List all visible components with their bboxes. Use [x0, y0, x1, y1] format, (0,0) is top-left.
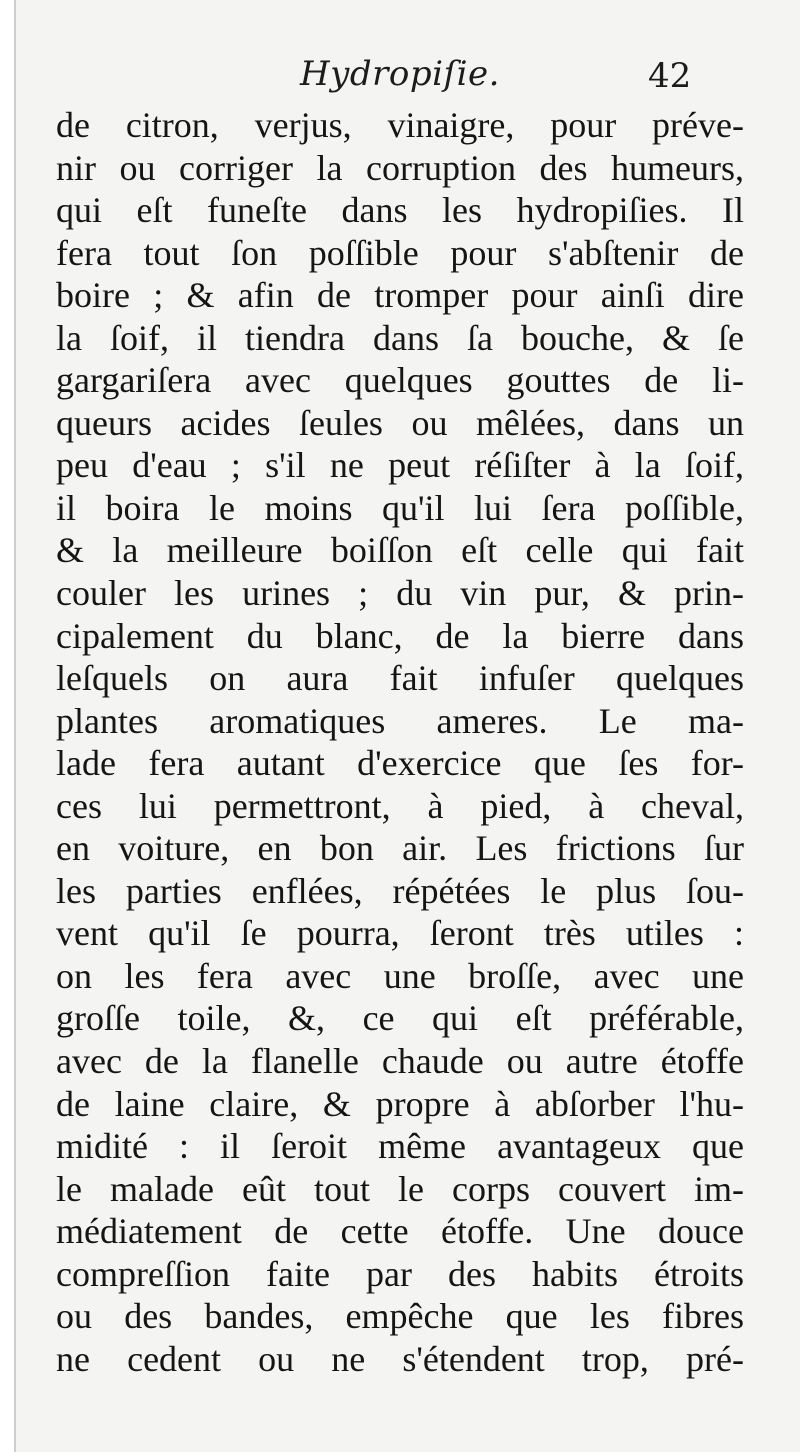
running-title: Hydropiſie.	[300, 54, 500, 94]
text-line: couler les urines ; du vin pur, & prin-	[56, 573, 744, 614]
text-line: nir ou corriger la corruption des humeurs,	[56, 147, 744, 188]
text-line: midité : il ſeroit même avantageux que	[56, 1126, 744, 1167]
text-line: queurs acides ſeules ou mêlées, dans un	[56, 402, 744, 443]
text-line: médiatement de cette étoffe. Une douce	[56, 1211, 744, 1252]
text-line: ou des bandes, empêche que les fibres	[56, 1296, 744, 1337]
text-line: groſſe toile, &, ce qui eſt préférable,	[56, 998, 744, 1039]
text-line: de citron, verjus, vinaigre, pour préve-	[56, 105, 744, 145]
text-line: vent qu'il ſe pourra, ſeront très utiles :	[56, 913, 744, 954]
text-line: le malade eût tout le corps couvert im-	[56, 1168, 744, 1209]
text-line: on les fera avec une broſſe, avec une	[56, 955, 744, 996]
body-text	[56, 104, 744, 1380]
text-line: ne cedent ou ne s'étendent trop, pré-	[56, 1338, 744, 1379]
text-line: avec de la flanelle chaude ou autre étoffe	[56, 1041, 744, 1082]
text-line: de laine claire, & propre à abſorber l'hu-	[56, 1083, 744, 1124]
text-line: plantes aromatiques ameres. Le ma-	[56, 700, 744, 741]
text-line: fera tout ſon poſſible pour s'abſtenir de	[56, 232, 744, 273]
text-line: & la meilleure boiſſon eſt celle qui fait	[56, 530, 744, 571]
text-line: en voiture, en bon air. Les frictions ſur	[56, 828, 744, 869]
page-number: 42	[648, 56, 692, 96]
page-left-margin	[0, 0, 14, 1452]
text-line: compreſſion faite par des habits étroits	[56, 1253, 744, 1294]
text-line: lade fera autant d'exercice que ſes for-	[56, 743, 744, 784]
text-line: gargariſera avec quelques gouttes de li-	[56, 360, 744, 401]
text-line: peu d'eau ; s'il ne peut réſiſter à la ſoif,	[56, 445, 744, 486]
text-line: la ſoif, il tiendra dans ſa bouche, & ſe	[56, 317, 744, 358]
text-line: qui eſt funeſte dans les hydropiſies. Il	[56, 190, 744, 231]
text-line: il boira le moins qu'il lui ſera poſſible,	[56, 487, 744, 528]
text-line: cipalement du blanc, de la bierre dans	[56, 615, 744, 656]
text-line: les parties enflées, répétées le plus ſou-	[56, 870, 744, 911]
page-header	[0, 52, 800, 102]
text-line: leſquels on aura fait infuſer quelques	[56, 658, 744, 699]
text-line: ces lui permettront, à pied, à cheval,	[56, 785, 744, 826]
text-line: boire ; & afin de tromper pour ainſi dire	[56, 275, 744, 316]
